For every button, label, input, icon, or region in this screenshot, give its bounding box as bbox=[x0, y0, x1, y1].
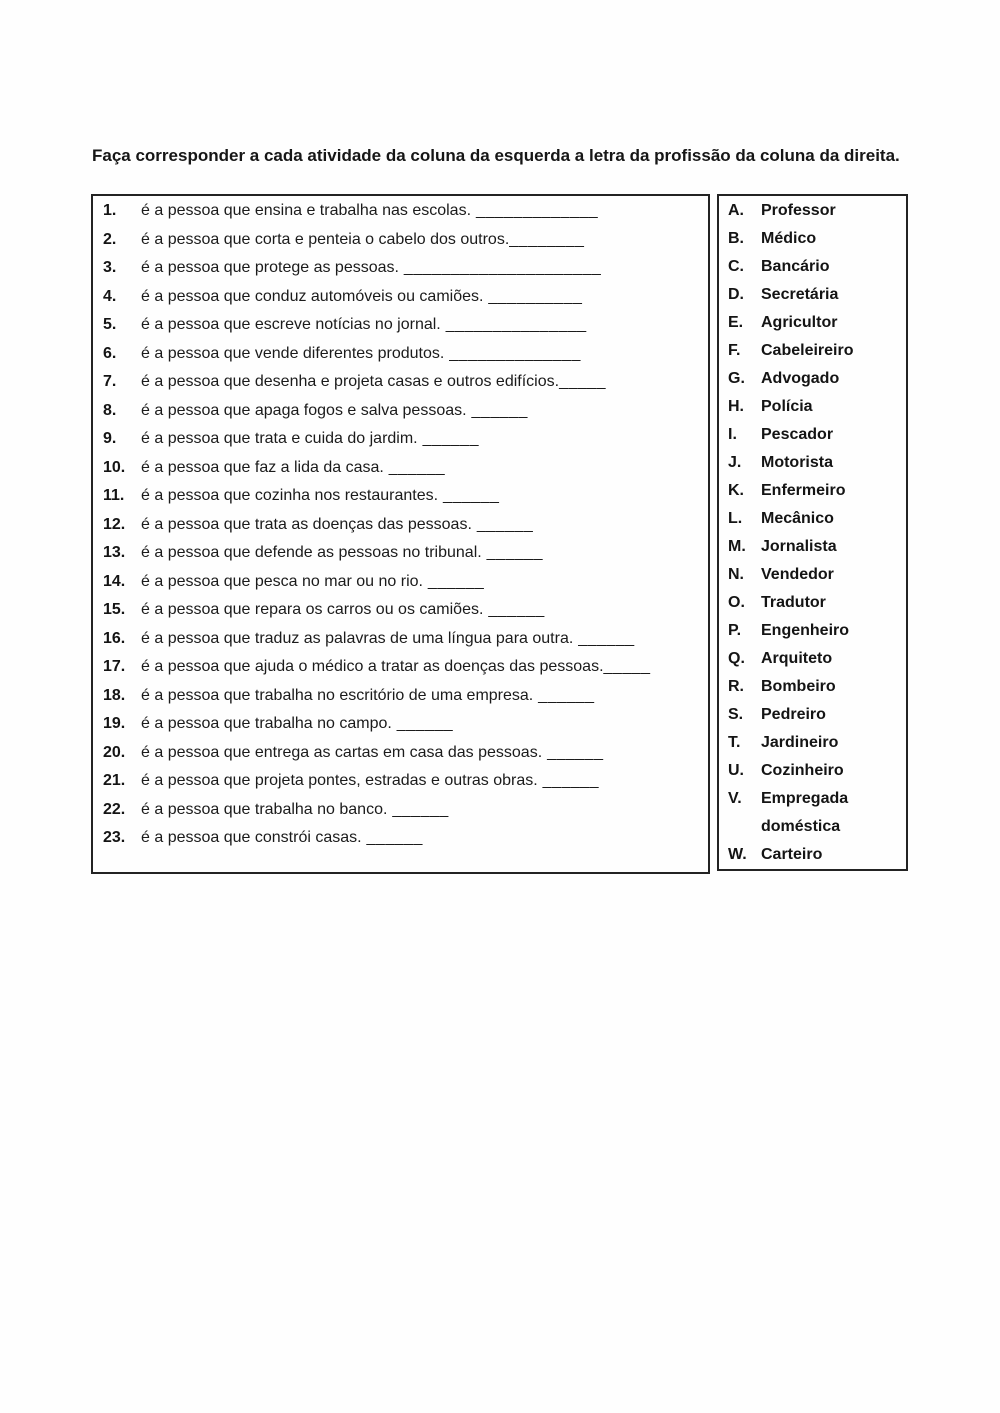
profession-item bbox=[719, 673, 906, 701]
activity-item bbox=[93, 710, 708, 739]
answer-blank[interactable]: ______ bbox=[361, 829, 423, 846]
activity-text-wrap bbox=[141, 796, 708, 825]
activity-text-wrap bbox=[141, 568, 708, 597]
activity-number: 12. bbox=[103, 515, 126, 533]
activity-text-wrap bbox=[141, 653, 708, 682]
profession-letter: G. bbox=[728, 370, 745, 387]
activity-item bbox=[93, 511, 708, 540]
answer-blank[interactable]: _____ bbox=[603, 658, 651, 675]
activity-text-wrap bbox=[141, 824, 708, 853]
activity-text: é a pessoa que desenha e projeta casas e outros edifícios. bbox=[141, 373, 560, 390]
answer-blank[interactable]: ________ bbox=[509, 230, 585, 248]
profession-name: Cabeleireiro bbox=[761, 342, 854, 359]
profession-name: Pedreiro bbox=[761, 706, 826, 723]
activity-text: é a pessoa que conduz automóveis ou camiões. bbox=[141, 287, 484, 305]
activity-item bbox=[93, 197, 708, 226]
activity-text: é a pessoa que ensina e trabalha nas escolas. bbox=[141, 202, 472, 219]
profession-letter: K. bbox=[728, 482, 744, 499]
activities-panel bbox=[91, 194, 710, 874]
activity-item bbox=[93, 482, 708, 511]
profession-item bbox=[719, 589, 906, 617]
activity-item bbox=[93, 283, 708, 312]
answer-blank[interactable]: ______ bbox=[537, 772, 600, 789]
activity-text: é a pessoa que pesca no mar ou no rio. bbox=[141, 572, 423, 590]
profession-item bbox=[719, 197, 906, 225]
answer-blank[interactable]: _____________ bbox=[471, 202, 599, 219]
activity-text-wrap bbox=[141, 226, 708, 255]
profession-name: Arquiteto bbox=[761, 650, 833, 667]
activity-text: é a pessoa que traduz as palavras de uma língua para outra. bbox=[141, 629, 574, 647]
activity-item bbox=[93, 311, 708, 340]
activity-item bbox=[93, 596, 708, 625]
profession-item bbox=[719, 281, 906, 309]
profession-letter: C. bbox=[728, 258, 744, 275]
profession-name: Bancário bbox=[761, 258, 830, 275]
profession-item bbox=[719, 337, 906, 365]
activity-number: 23. bbox=[103, 829, 126, 846]
activity-text: é a pessoa que trata as doenças das pessoas. bbox=[141, 515, 472, 533]
activity-number: 2. bbox=[103, 230, 117, 248]
answer-blank[interactable]: ______ bbox=[481, 544, 544, 561]
activity-number: 3. bbox=[103, 259, 117, 276]
answer-blank[interactable]: ______ bbox=[383, 458, 446, 476]
profession-name: Agricultor bbox=[761, 314, 838, 331]
profession-name: Motorista bbox=[761, 454, 833, 471]
activity-number: 6. bbox=[103, 344, 117, 362]
answer-blank[interactable]: ______ bbox=[542, 743, 604, 761]
activity-item bbox=[93, 767, 708, 796]
activity-number: 7. bbox=[103, 373, 117, 390]
activity-item bbox=[93, 653, 708, 682]
activity-text-wrap bbox=[141, 197, 708, 226]
profession-letter: A. bbox=[728, 202, 744, 219]
profession-letter: P. bbox=[728, 622, 742, 639]
profession-item bbox=[719, 309, 906, 337]
profession-item bbox=[719, 645, 906, 673]
activity-item bbox=[93, 739, 708, 768]
profession-item bbox=[719, 729, 906, 757]
activity-text-wrap bbox=[141, 368, 708, 397]
answer-blank[interactable]: ______ bbox=[422, 572, 485, 590]
activity-text-wrap bbox=[141, 767, 708, 796]
profession-letter: J. bbox=[728, 454, 742, 471]
answer-blank[interactable]: __________ bbox=[483, 287, 583, 305]
profession-item bbox=[719, 505, 906, 533]
activity-text: é a pessoa que repara os carros ou os camiões. bbox=[141, 601, 484, 618]
profession-name: Carteiro bbox=[761, 846, 823, 863]
activity-number: 8. bbox=[103, 401, 117, 419]
profession-item bbox=[719, 421, 906, 449]
activity-text: é a pessoa que constrói casas. bbox=[141, 829, 362, 846]
answer-blank[interactable]: _____ bbox=[559, 373, 607, 390]
profession-name: Mecânico bbox=[761, 510, 834, 527]
profession-item bbox=[719, 617, 906, 645]
profession-item bbox=[719, 701, 906, 729]
answer-blank[interactable]: ______ bbox=[466, 401, 528, 419]
professions-panel bbox=[717, 194, 908, 871]
profession-name: Professor bbox=[761, 202, 836, 219]
profession-name: Polícia bbox=[761, 398, 813, 415]
activity-text-wrap bbox=[141, 254, 708, 283]
activity-item bbox=[93, 539, 708, 568]
activity-text: é a pessoa que trabalha no escritório de uma empresa. bbox=[141, 686, 534, 704]
profession-letter: E. bbox=[728, 314, 744, 331]
activity-number: 5. bbox=[103, 316, 117, 333]
profession-letter: D. bbox=[728, 286, 744, 303]
activity-text: é a pessoa que trata e cuida do jardim. bbox=[141, 430, 418, 447]
profession-name: Pescador bbox=[761, 426, 834, 443]
activity-text-wrap bbox=[141, 340, 708, 369]
profession-name: Secretária bbox=[761, 286, 839, 303]
activity-text-wrap bbox=[141, 454, 708, 483]
answer-blank[interactable]: _______________ bbox=[440, 316, 587, 333]
profession-item bbox=[719, 477, 906, 505]
answer-blank[interactable]: ______________ bbox=[444, 344, 581, 362]
profession-name: Jornalista bbox=[761, 538, 837, 555]
activity-text: é a pessoa que trabalha no campo. bbox=[141, 715, 392, 732]
profession-item bbox=[719, 449, 906, 477]
profession-item bbox=[719, 393, 906, 421]
activity-item bbox=[93, 824, 708, 853]
answer-blank[interactable]: ______ bbox=[438, 487, 500, 504]
activity-text-wrap bbox=[141, 739, 708, 768]
activity-number: 22. bbox=[103, 800, 126, 818]
profession-name: Médico bbox=[761, 230, 817, 247]
activity-text-wrap bbox=[141, 425, 708, 454]
activity-text: é a pessoa que trabalha no banco. bbox=[141, 800, 388, 818]
profession-name: Engenheiro bbox=[761, 622, 850, 639]
profession-item bbox=[719, 225, 906, 253]
activity-text-wrap bbox=[141, 710, 708, 739]
answer-blank[interactable]: ______ bbox=[391, 715, 454, 732]
profession-letter: I. bbox=[728, 426, 737, 443]
activity-item bbox=[93, 682, 708, 711]
activity-item bbox=[93, 368, 708, 397]
profession-item bbox=[719, 365, 906, 393]
activity-number: 13. bbox=[103, 544, 126, 561]
profession-letter: N. bbox=[728, 566, 744, 583]
activity-number: 15. bbox=[103, 601, 126, 618]
activity-number: 19. bbox=[103, 715, 126, 732]
answer-blank[interactable]: ______ bbox=[573, 629, 635, 647]
profession-letter: S. bbox=[728, 706, 744, 723]
activity-number: 10. bbox=[103, 458, 126, 476]
activity-text-wrap bbox=[141, 482, 708, 511]
profession-name: Cozinheiro bbox=[761, 762, 844, 779]
answer-blank[interactable]: ______ bbox=[471, 515, 534, 533]
profession-name: Bombeiro bbox=[761, 678, 836, 695]
activity-number: 1. bbox=[103, 202, 117, 219]
profession-item bbox=[719, 561, 906, 589]
profession-name: Vendedor bbox=[761, 566, 834, 583]
activity-text: é a pessoa que vende diferentes produtos. bbox=[141, 344, 445, 362]
activity-number: 20. bbox=[103, 743, 126, 761]
profession-name: Jardineiro bbox=[761, 734, 839, 751]
answer-blank[interactable]: ______ bbox=[417, 430, 479, 447]
profession-item bbox=[719, 253, 906, 281]
instructions-text: Faça corresponder a cada atividade da coluna da esquerda a letra da profissão da coluna da direita. bbox=[92, 146, 900, 165]
activity-text-wrap bbox=[141, 682, 708, 711]
activity-number: 9. bbox=[103, 430, 117, 447]
profession-name: Tradutor bbox=[761, 594, 826, 611]
profession-name: Advogado bbox=[761, 370, 840, 387]
profession-letter: B. bbox=[728, 230, 744, 247]
profession-letter: L. bbox=[728, 510, 743, 527]
answer-blank[interactable]: _____________________ bbox=[398, 259, 602, 276]
profession-letter: V. bbox=[728, 790, 742, 807]
profession-letter: R. bbox=[728, 678, 744, 695]
activity-text-wrap bbox=[141, 283, 708, 312]
activity-number: 18. bbox=[103, 686, 126, 704]
profession-letter: U. bbox=[728, 762, 744, 779]
activity-item bbox=[93, 625, 708, 654]
activity-item bbox=[93, 454, 708, 483]
activity-text: é a pessoa que escreve notícias no jornal. bbox=[141, 316, 441, 333]
activity-item bbox=[93, 425, 708, 454]
answer-blank[interactable]: ______ bbox=[483, 601, 545, 618]
profession-letter: F. bbox=[728, 342, 741, 359]
profession-letter: W. bbox=[728, 846, 747, 863]
activity-item bbox=[93, 340, 708, 369]
activity-item bbox=[93, 397, 708, 426]
activity-number: 17. bbox=[103, 658, 126, 675]
activity-text: é a pessoa que faz a lida da casa. bbox=[141, 458, 384, 476]
activity-text: é a pessoa que corta e penteia o cabelo dos outros. bbox=[141, 230, 510, 248]
activity-text: é a pessoa que defende as pessoas no tribunal. bbox=[141, 544, 482, 561]
activity-item bbox=[93, 568, 708, 597]
profession-letter: T. bbox=[728, 734, 741, 751]
activity-item bbox=[93, 226, 708, 255]
answer-blank[interactable]: ______ bbox=[533, 686, 595, 704]
profession-item bbox=[719, 533, 906, 561]
activity-text: é a pessoa que projeta pontes, estradas e outras obras. bbox=[141, 772, 538, 789]
activity-number: 11. bbox=[103, 487, 125, 504]
activity-text-wrap bbox=[141, 311, 708, 340]
activity-number: 16. bbox=[103, 629, 126, 647]
profession-letter: Q. bbox=[728, 650, 745, 667]
activity-text-wrap bbox=[141, 625, 708, 654]
profession-name: Empregada doméstica bbox=[761, 790, 849, 835]
activity-text-wrap bbox=[141, 539, 708, 568]
profession-item bbox=[719, 841, 906, 869]
activity-text: é a pessoa que cozinha nos restaurantes. bbox=[141, 487, 439, 504]
activity-item bbox=[93, 254, 708, 283]
activity-number: 21. bbox=[103, 772, 126, 789]
activity-text: é a pessoa que entrega as cartas em casa das pessoas. bbox=[141, 743, 543, 761]
activity-text-wrap bbox=[141, 397, 708, 426]
activity-text: é a pessoa que protege as pessoas. bbox=[141, 259, 399, 276]
activity-text-wrap bbox=[141, 596, 708, 625]
activity-number: 4. bbox=[103, 287, 117, 305]
activity-text: é a pessoa que ajuda o médico a tratar as doenças das pessoas. bbox=[141, 658, 604, 675]
profession-item bbox=[719, 785, 906, 841]
activity-item bbox=[93, 796, 708, 825]
activity-text: é a pessoa que apaga fogos e salva pessoas. bbox=[141, 401, 467, 419]
activity-text-wrap bbox=[141, 511, 708, 540]
profession-letter: M. bbox=[728, 538, 746, 555]
answer-blank[interactable]: ______ bbox=[387, 800, 449, 818]
activity-number: 14. bbox=[103, 572, 126, 590]
profession-letter: O. bbox=[728, 594, 745, 611]
profession-item bbox=[719, 757, 906, 785]
profession-name: Enfermeiro bbox=[761, 482, 846, 499]
profession-letter: H. bbox=[728, 398, 744, 415]
